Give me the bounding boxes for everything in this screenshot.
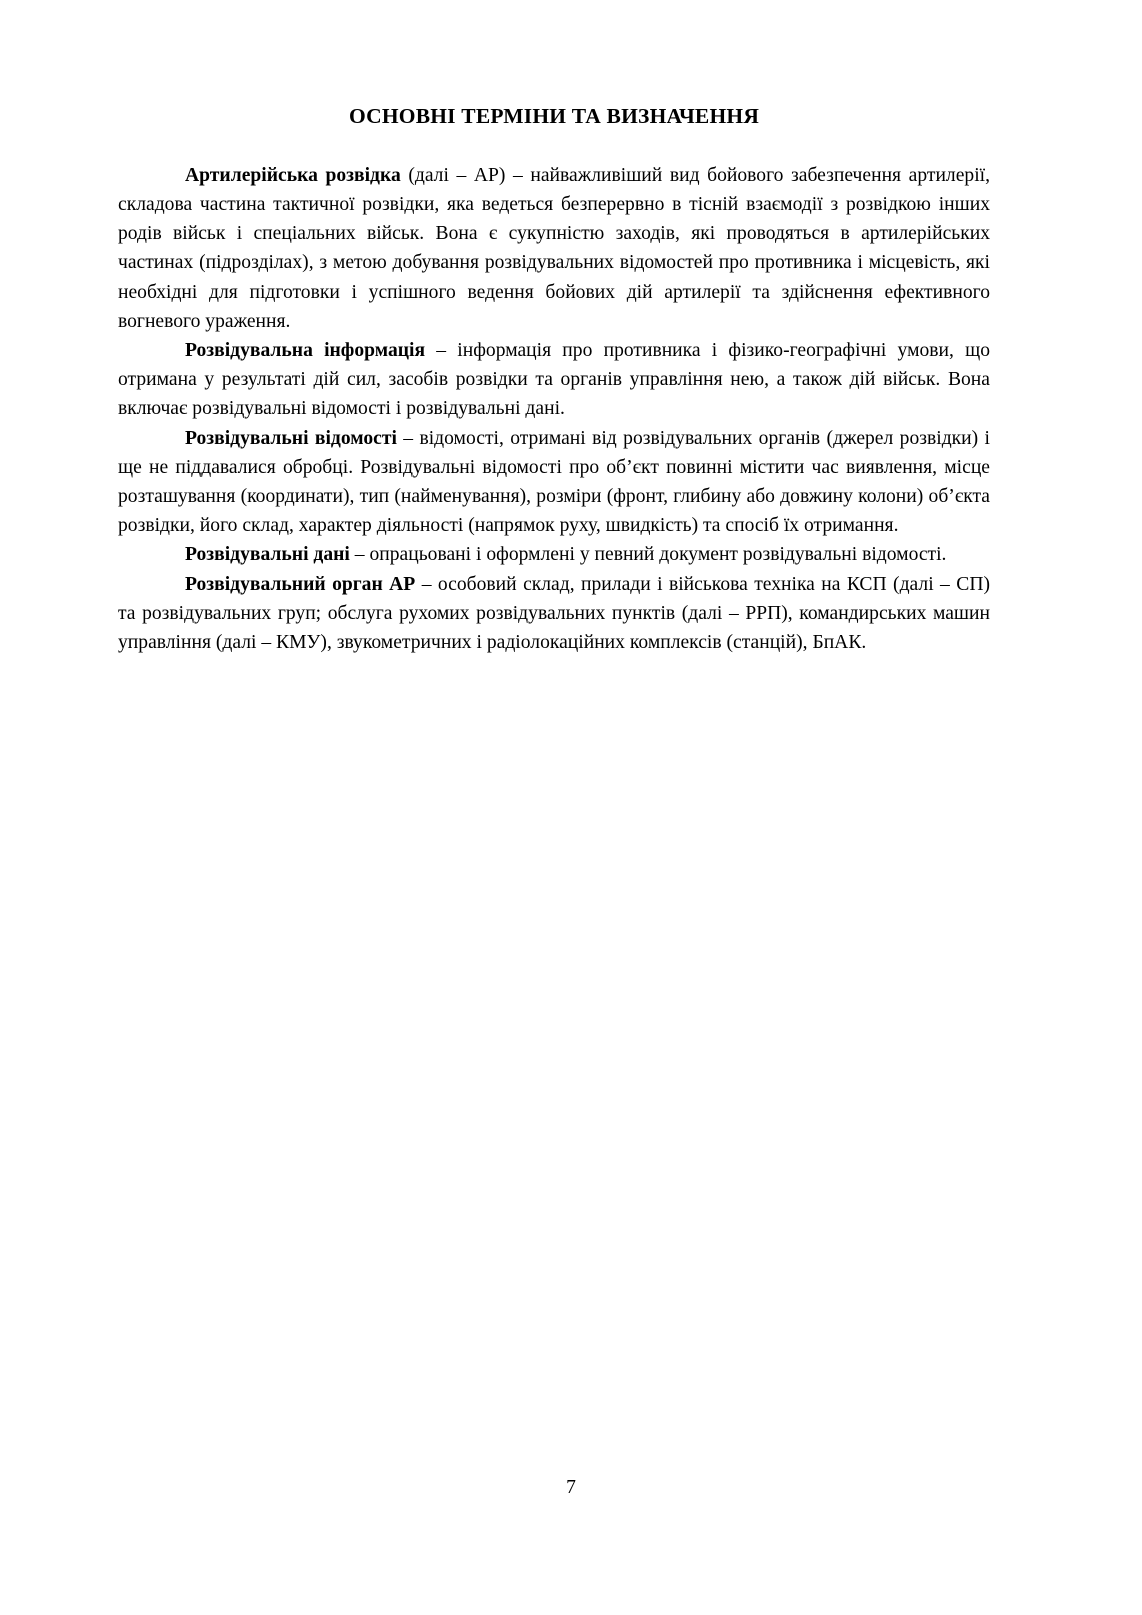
page-number: 7 [566, 1477, 576, 1498]
definition-body: – відомості, отримані від розвідувальних органів (джерел розвідки) і ще не піддавалися обробці. Розвідувальні відомості про об’єкт повинні містити час виявлення, місце розташування (координати), тип (найменування), розміри (фронт, глибину або довжину колони) об’єкта розвідки, його склад, характер діяльності (напрямок руху, швидкість) та спосіб їх отримання. [118, 427, 991, 537]
definition-paragraph [118, 336, 990, 424]
definition-paragraph [118, 570, 990, 658]
definition-paragraph [118, 161, 990, 336]
definition-body: – інформація про противника і фізико-географічні умови, що отримана у результаті дій сил, засобів розвідки та органів управління нею, а також дій військ. Вона включає розвідувальні відомості і розвідувальні дані. [118, 340, 990, 420]
definition-term: Розвідувальний орган АР [185, 573, 416, 595]
definition-paragraph [118, 540, 990, 569]
definition-body: – особовий склад, прилади і військова техніка на КСП (далі – СП) та розвідувальних груп; обслуга рухомих розвідувальних пунктів (далі – РРП), командирських машин управління (далі – КМУ), звукометричних і радіолокаційних комплексів (станцій), БпАК. [118, 573, 990, 654]
definition-body: (далі – АР) – найважливіший вид бойового забезпечення артилерії, складова частина тактичної розвідки, яка ведеться безперервно в тісній взаємодії з розвідкою інших родів військ і спеціальних військ. Вона є сукупністю заходів, які проводяться в артилерійських частинах (підрозділах), з метою добування розвідувальних відомостей про противника і місцевість, які необхідні для підготовки і успішного ведення бойових дій артилерії та здійснення ефективного вогневого ураження. [118, 164, 990, 332]
definition-body: – опрацьовані і оформлені у певний документ розвідувальні відомості. [349, 544, 947, 566]
page-title: ОСНОВНІ ТЕРМІНИ ТА ВИЗНАЧЕННЯ [348, 104, 760, 128]
definition-term: Розвідувальні відомості [185, 427, 397, 449]
definition-term: Розвідувальна інформація [185, 340, 426, 362]
definition-term: Розвідувальні дані [185, 544, 350, 566]
page-content [118, 104, 990, 657]
definition-term: Артилерійська розвідка [185, 164, 401, 186]
definition-paragraph [118, 424, 990, 541]
